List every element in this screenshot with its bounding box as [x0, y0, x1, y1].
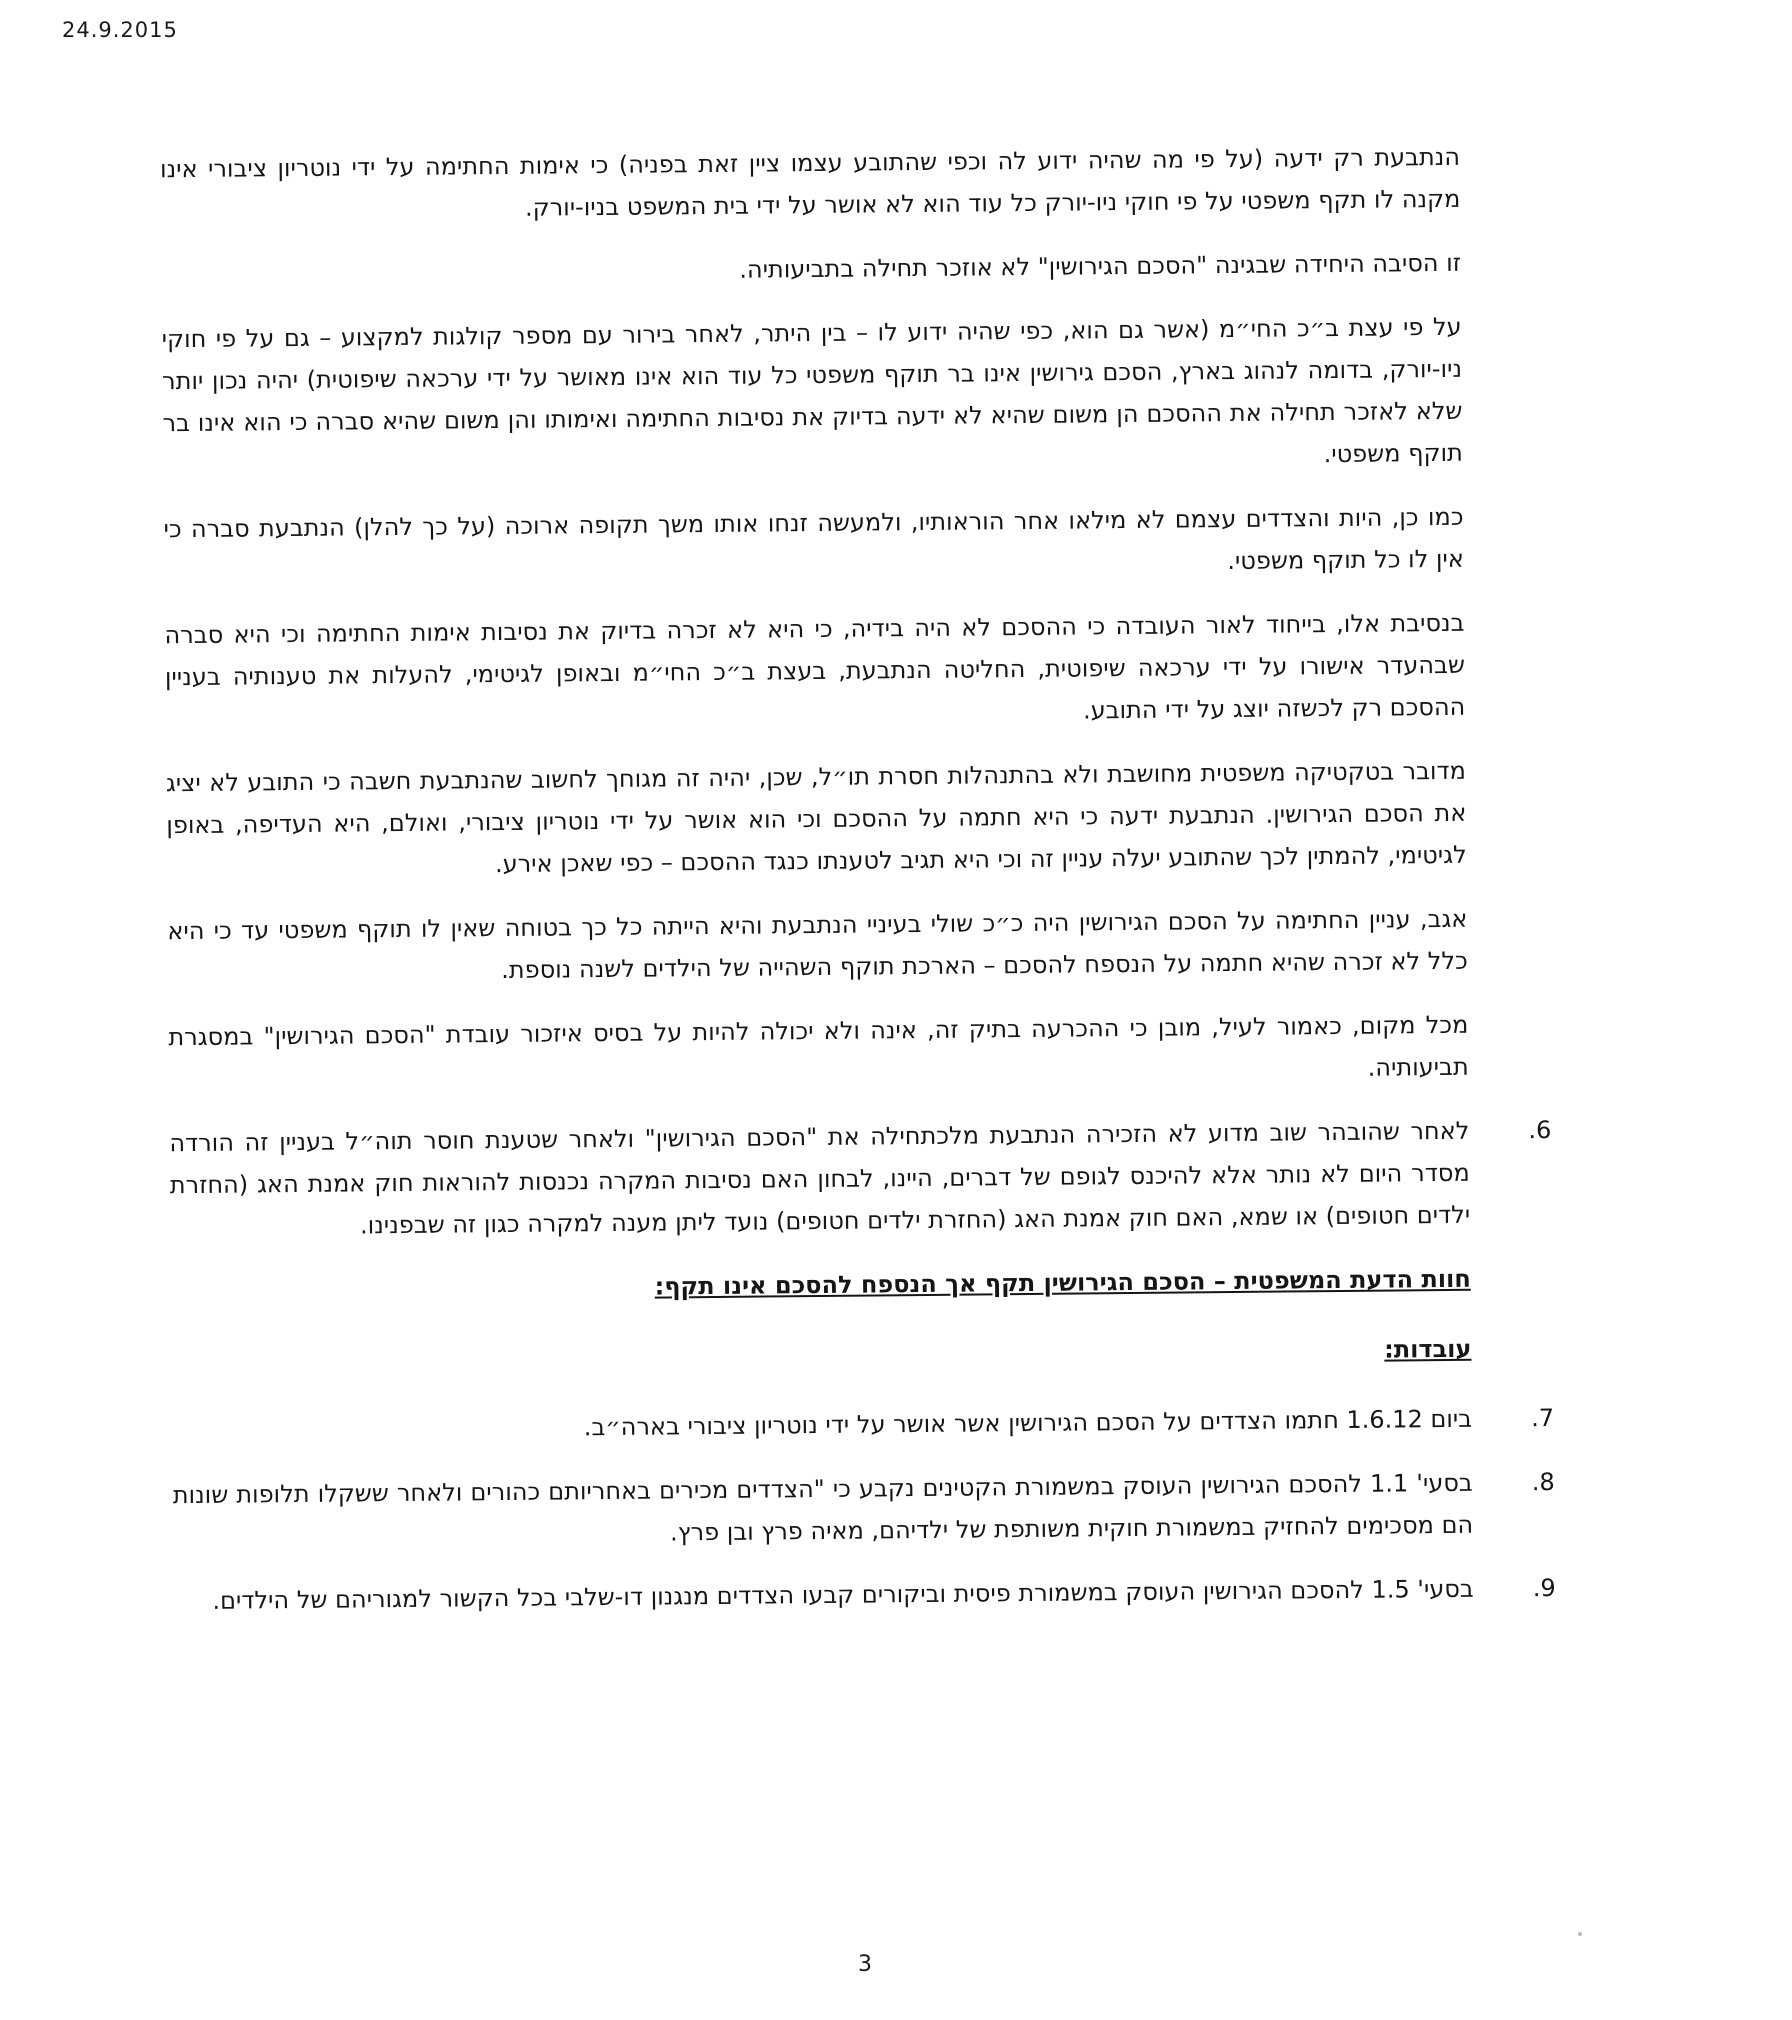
- item-number: 8.: [1531, 1467, 1555, 1497]
- facts-heading: עובדות:: [1384, 1334, 1472, 1364]
- numbered-item: [172, 1398, 1555, 1452]
- item-text: ביום 1.6.12 חתמו הצדדים על הסכם הגירושין אשר אושר על ידי נוטריון ציבורי בארה״ב.: [583, 1404, 1473, 1442]
- body-paragraph: אגב, עניין החתימה על הסכם הגירושין היה כ״כ שולי בעיניי הנתבעת והיא הייתה כל כך בטוחה שאין לו תוקף משפטי עד כי היא כלל לא זכרה שהיא חתמה על הנספח להסכם – הארכת תוקף השהייה של הילדים לשנה נוספת.: [167, 904, 1468, 985]
- document-date: 24.9.2015: [62, 18, 178, 42]
- numbered-item: [172, 1462, 1555, 1558]
- body-paragraph: בנסיבת אלו, בייחוד לאור העובדה כי ההסכם לא היה בידיה, כי היא לא זכרה בדיוק את נסיבות אימות החתימה וכי היא סברה שבהעדר אישורו על ידי ערכאה שיפוטית, החליטה הנתבעת, בעצת ב״כ החי״מ ובאופן לגיטימי, להעלות את טענותיה בעניין ההסכם רק לכשזה יוצג על ידי התובע.: [164, 608, 1466, 725]
- legal-opinion-heading: חוות הדעת המשפטית – הסכם הגירושין תקף אך הנספח להסכם אינו תקף:: [654, 1264, 1471, 1301]
- body-paragraph: מכל מקום, כאמור לעיל, מובן כי ההכרעה בתיק זה, אינה ולא יכולה להיות על בסיס איזכור עובדת "הסכם הגירושין" במסגרת תביעותיה.: [168, 1010, 1469, 1082]
- item-number: 9.: [1532, 1573, 1556, 1603]
- item-number: 7.: [1531, 1403, 1555, 1433]
- document-body: [159, 136, 1556, 1644]
- body-paragraph: כמו כן, היות והצדדים עצמם לא מילאו אחר הוראותיו, ולמעשה זנחו אותו משך תקופה ארוכה (על כך להלן) הנתבעת סברה כי אין לו כל תוקף משפטי.: [163, 502, 1464, 576]
- item-text: בסעי' 1.1 להסכם הגירושין העוסק במשמורת הקטינים נקבע כי "הצדדים מכירים באחריותם כהורים ולאחר ששקלו תלופות שונות הם מסכימים להחזיק במשמורת חוקית משותפת של ילדיהם, מאיה פרץ ובן פרץ.: [172, 1468, 1474, 1547]
- page-number: 3: [858, 1952, 872, 1977]
- body-paragraph: על פי עצת ב״כ החי״מ (אשר גם הוא, כפי שהיה ידוע לו – בין היתר, לאחר בירור עם מספר קולגות למקצוע – גם על פי חוקי ניו-יורק, בדומה לנהוג בארץ, הסכם גירושין אינו בר תוקף משפטי כל עוד הוא אינו מאושר על ידי ערכאה שיפוטית) יהיה נכון יותר שלא לאזכר תחילה את ההסכם הן משום שהיא לא ידעה בדיוק את נסיבות החתימה ואימותו והן משום שהיא סברה כי הוא אינו בר תוקף משפטי.: [161, 312, 1463, 469]
- item-text: לאחר שהובהר שוב מדוע לא הזכירה הנתבעת מלכתחילה את "הסכם הגירושין" ולאחר שטענת חוסר תוה״ל בעניין זה הורדה מסדר היום לא נותר אלא להיכנס לגופם של דברים, היינו, לבחון האם נסיבות המקרה נכנסות להוראות חוק אמנת האג (החזרת ילדים חטופים) או שמא, האם חוק אמנת האג (החזרת ילדים חטופים) נועד ליתן מענה למקרה כגון זה שבפנינו.: [169, 1116, 1471, 1240]
- body-paragraph: זו הסיבה היחידה שבגינה "הסכם הגירושין" לא אוזכר תחילה בתביעותיה.: [739, 248, 1462, 284]
- numbered-item: [174, 1568, 1556, 1622]
- numbered-item: [169, 1110, 1552, 1248]
- item-number: 6.: [1528, 1115, 1552, 1145]
- body-paragraph: הנתבעת רק ידעה (על פי מה שהיה ידוע לה וכפי שהתובע עצמו ציין זאת בפניה) כי אימות החתימה על ידי נוטריון ציבורי אינו מקנה לו תקף משפטי על פי חוקי ניו-יורק כל עוד הוא לא אושר על ידי בית המשפט בניו-יורק.: [159, 142, 1461, 222]
- scan-artifact-dot: [1578, 1932, 1582, 1936]
- body-paragraph: מדובר בטקטיקה משפטית מחושבת ולא בהתנהלות חסרת תו״ל, שכן, יהיה זה מגוחך לחשוב שהנתבעת חשבה כי התובע לא יציג את הסכם הגירושין. הנתבעת ידעה כי היא חתמה על ההסכם וכי הוא אושר על ידי נוטריון ציבורי, ואולם, היא העדיפה, באופן לגיטימי, להמתין לכך שהתובע יעלה עניין זה וכי היא תגיב לטענתו כנגד ההסכם – כפי שאכן אירע.: [165, 756, 1467, 879]
- item-text: בסעי' 1.5 להסכם הגירושין העוסק במשמורת פיסית וביקורים קבעו הצדדים מנגנון דו-שלבי בכל הקשור למגוריהם של הילדים.: [212, 1574, 1474, 1615]
